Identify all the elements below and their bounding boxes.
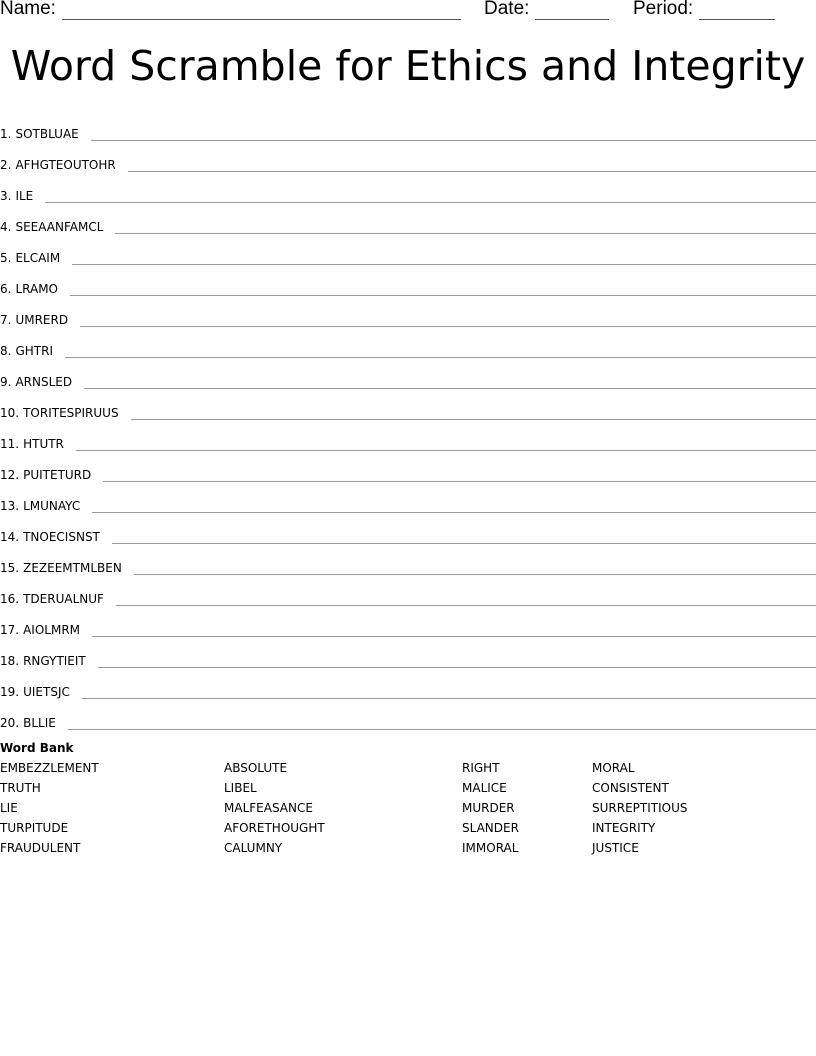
question-row: [0, 173, 816, 204]
question-prompt: [0, 251, 60, 266]
question-row: [0, 204, 816, 235]
answer-line[interactable]: [76, 449, 816, 451]
question-number: 19.: [0, 685, 20, 699]
question-prompt: [0, 499, 80, 514]
scrambled-word: ELCAIM: [15, 251, 61, 265]
scrambled-word: TORITESPIRUUS: [23, 406, 119, 420]
word-bank-word: RIGHT: [462, 761, 500, 775]
answer-line[interactable]: [103, 480, 816, 482]
period-blank[interactable]: [699, 3, 775, 20]
question-number: 5.: [0, 251, 12, 265]
word-bank-column: [0, 760, 99, 860]
word-bank-word: AFORETHOUGHT: [224, 821, 325, 835]
answer-line[interactable]: [68, 728, 816, 730]
answer-line[interactable]: [72, 263, 816, 265]
question-prompt: [0, 654, 86, 669]
word-bank-grid: [0, 760, 816, 860]
word-bank-word: IMMORAL: [462, 841, 519, 855]
scrambled-word: ARNSLED: [15, 375, 73, 389]
scrambled-word: ZEZEEMTMLBEN: [23, 561, 122, 575]
scrambled-word: UMRERD: [15, 313, 69, 327]
word-bank: [0, 740, 816, 860]
answer-line[interactable]: [112, 542, 816, 544]
word-bank-word: JUSTICE: [592, 841, 639, 855]
word-bank-word: LIBEL: [224, 781, 257, 795]
question-prompt: [0, 406, 119, 421]
question-list: [0, 111, 816, 731]
name-blank[interactable]: [62, 3, 461, 20]
question-number: 12.: [0, 468, 20, 482]
word-bank-word: CALUMNY: [224, 841, 283, 855]
question-number: 17.: [0, 623, 20, 637]
answer-line[interactable]: [80, 325, 816, 327]
question-row: [0, 297, 816, 328]
question-row: [0, 638, 816, 669]
question-row: [0, 452, 816, 483]
word-bank-column: [462, 760, 519, 860]
answer-line[interactable]: [65, 356, 816, 358]
answer-line[interactable]: [98, 666, 816, 668]
word-bank-word: MURDER: [462, 801, 515, 815]
question-number: 7.: [0, 313, 12, 327]
word-bank-word: MORAL: [592, 761, 635, 775]
scrambled-word: AFHGTEOUTOHR: [15, 158, 116, 172]
question-prompt: [0, 189, 33, 204]
question-row: [0, 700, 816, 731]
question-number: 15.: [0, 561, 20, 575]
scrambled-word: BLLIE: [23, 716, 56, 730]
question-row: [0, 514, 816, 545]
question-number: 14.: [0, 530, 20, 544]
scrambled-word: RNGYTIEIT: [23, 654, 86, 668]
word-bank-word: SURREPTITIOUS: [592, 801, 688, 815]
scrambled-word: LMUNAYC: [23, 499, 81, 513]
period-field[interactable]: [633, 0, 775, 20]
question-number: 1.: [0, 127, 12, 141]
question-prompt: [0, 623, 80, 638]
scrambled-word: ILE: [15, 189, 34, 203]
word-bank-word: FRAUDULENT: [0, 841, 81, 855]
answer-line[interactable]: [92, 635, 816, 637]
question-prompt: [0, 561, 122, 576]
answer-line[interactable]: [70, 294, 816, 296]
answer-line[interactable]: [128, 170, 816, 172]
worksheet-header: [0, 0, 816, 22]
question-row: [0, 328, 816, 359]
question-row: [0, 111, 816, 142]
period-label: Period:: [633, 0, 694, 19]
answer-line[interactable]: [92, 511, 816, 513]
word-bank-word: SLANDER: [462, 821, 519, 835]
word-bank-column: [224, 760, 325, 860]
question-number: 4.: [0, 220, 12, 234]
question-prompt: [0, 313, 68, 328]
scrambled-word: TDERUALNUF: [23, 592, 104, 606]
question-number: 6.: [0, 282, 12, 296]
scrambled-word: SEEAANFAMCL: [15, 220, 104, 234]
question-number: 8.: [0, 344, 12, 358]
scrambled-word: HTUTR: [23, 437, 64, 451]
name-label: Name:: [0, 0, 56, 19]
question-row: [0, 235, 816, 266]
scrambled-word: AIOLMRM: [23, 623, 81, 637]
scrambled-word: UIETSJC: [23, 685, 70, 699]
answer-line[interactable]: [131, 418, 816, 420]
question-prompt: [0, 375, 72, 390]
question-prompt: [0, 592, 104, 607]
question-prompt: [0, 344, 53, 359]
word-bank-word: EMBEZZLEMENT: [0, 761, 99, 775]
question-number: 11.: [0, 437, 20, 451]
question-prompt: [0, 685, 70, 700]
question-row: [0, 390, 816, 421]
question-number: 20.: [0, 716, 20, 730]
question-row: [0, 607, 816, 638]
question-row: [0, 545, 816, 576]
answer-line[interactable]: [91, 139, 816, 141]
question-number: 2.: [0, 158, 12, 172]
question-prompt: [0, 158, 116, 173]
name-field[interactable]: [0, 0, 461, 20]
word-bank-word: MALFEASANCE: [224, 801, 313, 815]
question-row: [0, 669, 816, 700]
date-label: Date:: [484, 0, 530, 19]
question-row: [0, 483, 816, 514]
word-bank-word: TRUTH: [0, 781, 41, 795]
scrambled-word: SOTBLUAE: [15, 127, 79, 141]
word-bank-word: TURPITUDE: [0, 821, 69, 835]
word-bank-title: Word Bank: [0, 741, 74, 755]
word-bank-word: LIE: [0, 801, 18, 815]
word-bank-word: CONSISTENT: [592, 781, 669, 795]
question-prompt: [0, 530, 100, 545]
word-bank-column: [592, 760, 687, 860]
answer-line[interactable]: [134, 573, 816, 575]
question-number: 18.: [0, 654, 20, 668]
question-row: [0, 359, 816, 390]
date-blank[interactable]: [535, 3, 609, 20]
word-bank-word: MALICE: [462, 781, 507, 795]
scrambled-word: TNOECISNST: [23, 530, 100, 544]
scrambled-word: PUITETURD: [23, 468, 92, 482]
question-prompt: [0, 716, 56, 731]
question-prompt: [0, 220, 103, 235]
question-number: 16.: [0, 592, 20, 606]
question-prompt: [0, 127, 79, 142]
question-number: 10.: [0, 406, 20, 420]
word-bank-word: INTEGRITY: [592, 821, 656, 835]
question-prompt: [0, 282, 58, 297]
answer-line[interactable]: [115, 232, 816, 234]
answer-line[interactable]: [84, 387, 816, 389]
question-prompt: [0, 468, 91, 483]
question-number: 9.: [0, 375, 12, 389]
page-title: Word Scramble for Ethics and Integrity: [10, 42, 806, 90]
answer-line[interactable]: [116, 604, 816, 606]
question-number: 3.: [0, 189, 12, 203]
answer-line[interactable]: [45, 201, 816, 203]
date-field[interactable]: [484, 0, 609, 20]
word-bank-word: ABSOLUTE: [224, 761, 288, 775]
question-row: [0, 421, 816, 452]
question-number: 13.: [0, 499, 20, 513]
question-prompt: [0, 437, 64, 452]
question-row: [0, 266, 816, 297]
question-row: [0, 142, 816, 173]
answer-line[interactable]: [82, 697, 816, 699]
question-row: [0, 576, 816, 607]
scrambled-word: LRAMO: [15, 282, 58, 296]
scrambled-word: GHTRI: [15, 344, 53, 358]
